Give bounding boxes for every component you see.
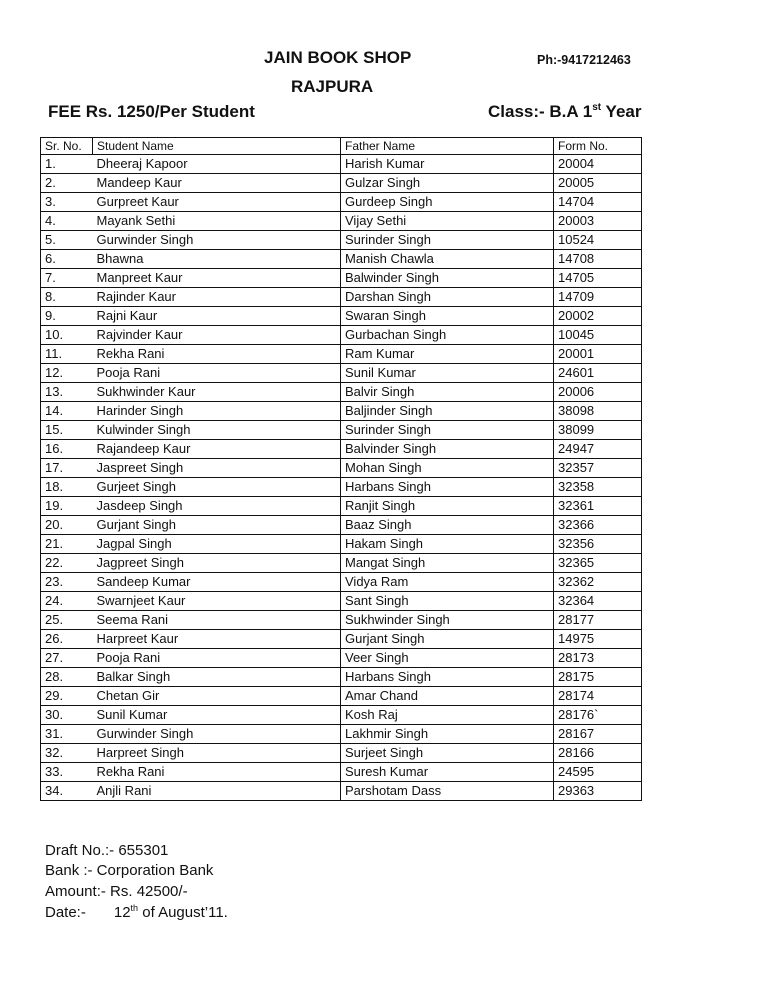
sr-no-cell: 10.	[41, 326, 93, 345]
sr-no-cell: 16.	[41, 440, 93, 459]
student-name-cell: Harpreet Kaur	[93, 630, 341, 649]
table-row	[41, 326, 642, 345]
draft-number: Draft No.:- 655301	[45, 842, 169, 859]
form-no-cell: 24947	[554, 440, 642, 459]
shop-phone: Ph:-9417212463	[537, 53, 631, 67]
student-name-cell: Balkar Singh	[93, 668, 341, 687]
student-name-cell: Seema Rani	[93, 611, 341, 630]
table-row	[41, 155, 642, 174]
sr-no-cell: 28.	[41, 668, 93, 687]
class-prefix: Class:- B.A 1	[488, 102, 593, 121]
table-row	[41, 440, 642, 459]
column-header-sr-no: Sr. No.	[41, 138, 93, 155]
father-name-cell: Gurjant Singh	[341, 630, 554, 649]
column-header-form-no: Form No.	[554, 138, 642, 155]
father-name-cell: Ranjit Singh	[341, 497, 554, 516]
class-suffix: Year	[601, 102, 642, 121]
student-name-cell: Rajvinder Kaur	[93, 326, 341, 345]
father-name-cell: Balvir Singh	[341, 383, 554, 402]
date-rest: of August’11.	[138, 904, 228, 921]
form-no-cell: 32361	[554, 497, 642, 516]
student-name-cell: Swarnjeet Kaur	[93, 592, 341, 611]
father-name-cell: Gurbachan Singh	[341, 326, 554, 345]
student-name-cell: Jagpreet Singh	[93, 554, 341, 573]
father-name-cell: Baaz Singh	[341, 516, 554, 535]
sr-no-cell: 13.	[41, 383, 93, 402]
form-no-cell: 28167	[554, 725, 642, 744]
student-name-cell: Harinder Singh	[93, 402, 341, 421]
table-row	[41, 459, 642, 478]
student-name-cell: Sunil Kumar	[93, 706, 341, 725]
student-name-cell: Manpreet Kaur	[93, 269, 341, 288]
table-row	[41, 630, 642, 649]
sr-no-cell: 18.	[41, 478, 93, 497]
sr-no-cell: 23.	[41, 573, 93, 592]
table-row	[41, 573, 642, 592]
sr-no-cell: 9.	[41, 307, 93, 326]
student-name-cell: Rekha Rani	[93, 345, 341, 364]
father-name-cell: Mangat Singh	[341, 554, 554, 573]
form-no-cell: 14975	[554, 630, 642, 649]
shop-name: JAIN BOOK SHOP	[264, 48, 412, 67]
student-name-cell: Anjli Rani	[93, 782, 341, 801]
father-name-cell: Suresh Kumar	[341, 763, 554, 782]
sr-no-cell: 27.	[41, 649, 93, 668]
father-name-cell: Manish Chawla	[341, 250, 554, 269]
father-name-cell: Sukhwinder Singh	[341, 611, 554, 630]
form-no-cell: 32362	[554, 573, 642, 592]
father-name-cell: Surjeet Singh	[341, 744, 554, 763]
form-no-cell: 20001	[554, 345, 642, 364]
sr-no-cell: 32.	[41, 744, 93, 763]
table-row	[41, 782, 642, 801]
date-label: Date:-	[45, 904, 86, 921]
table-row	[41, 668, 642, 687]
form-no-cell: 14705	[554, 269, 642, 288]
student-name-cell: Pooja Rani	[93, 649, 341, 668]
student-name-cell: Sandeep Kumar	[93, 573, 341, 592]
table-row	[41, 364, 642, 383]
table-row	[41, 231, 642, 250]
table-row	[41, 212, 642, 231]
father-name-cell: Harbans Singh	[341, 668, 554, 687]
form-no-cell: 32365	[554, 554, 642, 573]
sr-no-cell: 2.	[41, 174, 93, 193]
student-name-cell: Jagpal Singh	[93, 535, 341, 554]
sr-no-cell: 8.	[41, 288, 93, 307]
table-row	[41, 535, 642, 554]
table-row	[41, 687, 642, 706]
student-name-cell: Gurpreet Kaur	[93, 193, 341, 212]
form-no-cell: 28177	[554, 611, 642, 630]
sr-no-cell: 31.	[41, 725, 93, 744]
student-name-cell: Gurjeet Singh	[93, 478, 341, 497]
form-no-cell: 20006	[554, 383, 642, 402]
sr-no-cell: 6.	[41, 250, 93, 269]
table-row	[41, 402, 642, 421]
date-day: 12	[113, 904, 131, 921]
sr-no-cell: 20.	[41, 516, 93, 535]
sr-no-cell: 4.	[41, 212, 93, 231]
sr-no-cell: 15.	[41, 421, 93, 440]
student-name-cell: Mandeep Kaur	[93, 174, 341, 193]
student-name-cell: Gurjant Singh	[93, 516, 341, 535]
sr-no-cell: 12.	[41, 364, 93, 383]
table-row	[41, 478, 642, 497]
table-row	[41, 611, 642, 630]
column-header-student-name: Student Name	[93, 138, 341, 155]
student-name-cell: Dheeraj Kapoor	[93, 155, 341, 174]
sr-no-cell: 30.	[41, 706, 93, 725]
student-name-cell: Kulwinder Singh	[93, 421, 341, 440]
student-name-cell: Rekha Rani	[93, 763, 341, 782]
father-name-cell: Parshotam Dass	[341, 782, 554, 801]
form-no-cell: 32366	[554, 516, 642, 535]
form-no-cell: 38098	[554, 402, 642, 421]
bank-name: Bank :- Corporation Bank	[45, 862, 214, 879]
student-name-cell: Rajinder Kaur	[93, 288, 341, 307]
father-name-cell: Sunil Kumar	[341, 364, 554, 383]
father-name-cell: Swaran Singh	[341, 307, 554, 326]
table-row	[41, 269, 642, 288]
student-name-cell: Gurwinder Singh	[93, 725, 341, 744]
table-row	[41, 497, 642, 516]
table-row	[41, 174, 642, 193]
student-name-cell: Pooja Rani	[93, 364, 341, 383]
sr-no-cell: 11.	[41, 345, 93, 364]
form-no-cell: 29363	[554, 782, 642, 801]
sr-no-cell: 33.	[41, 763, 93, 782]
student-name-cell: Jasdeep Singh	[93, 497, 341, 516]
form-no-cell: 28166	[554, 744, 642, 763]
table-row	[41, 744, 642, 763]
table-row	[41, 345, 642, 364]
father-name-cell: Harish Kumar	[341, 155, 554, 174]
sr-no-cell: 3.	[41, 193, 93, 212]
table-row	[41, 725, 642, 744]
father-name-cell: Amar Chand	[341, 687, 554, 706]
fee-line: FEE Rs. 1250/Per Student	[48, 102, 255, 121]
form-no-cell: 14709	[554, 288, 642, 307]
form-no-cell: 32356	[554, 535, 642, 554]
student-name-cell: Sukhwinder Kaur	[93, 383, 341, 402]
form-no-cell: 28175	[554, 668, 642, 687]
student-name-cell: Gurwinder Singh	[93, 231, 341, 250]
class-line	[488, 102, 641, 122]
table-row	[41, 706, 642, 725]
table-row	[41, 516, 642, 535]
sr-no-cell: 24.	[41, 592, 93, 611]
form-no-cell: 20005	[554, 174, 642, 193]
sr-no-cell: 25.	[41, 611, 93, 630]
father-name-cell: Ram Kumar	[341, 345, 554, 364]
form-no-cell: 28173	[554, 649, 642, 668]
form-no-cell: 14704	[554, 193, 642, 212]
student-name-cell: Jaspreet Singh	[93, 459, 341, 478]
form-no-cell: 24595	[554, 763, 642, 782]
sr-no-cell: 5.	[41, 231, 93, 250]
form-no-cell: 20002	[554, 307, 642, 326]
form-no-cell: 10045	[554, 326, 642, 345]
father-name-cell: Gurdeep Singh	[341, 193, 554, 212]
form-no-cell: 28174	[554, 687, 642, 706]
sr-no-cell: 14.	[41, 402, 93, 421]
father-name-cell: Balwinder Singh	[341, 269, 554, 288]
table-row	[41, 554, 642, 573]
form-no-cell: 14708	[554, 250, 642, 269]
father-name-cell: Surinder Singh	[341, 421, 554, 440]
date-superscript: th	[130, 903, 139, 913]
father-name-cell: Gulzar Singh	[341, 174, 554, 193]
father-name-cell: Vidya Ram	[341, 573, 554, 592]
sr-no-cell: 29.	[41, 687, 93, 706]
form-no-cell: 32357	[554, 459, 642, 478]
table-row	[41, 592, 642, 611]
table-row	[41, 421, 642, 440]
column-header-father-name: Father Name	[341, 138, 554, 155]
father-name-cell: Baljinder Singh	[341, 402, 554, 421]
table-row	[41, 193, 642, 212]
sr-no-cell: 22.	[41, 554, 93, 573]
father-name-cell: Surinder Singh	[341, 231, 554, 250]
sr-no-cell: 34.	[41, 782, 93, 801]
table-row	[41, 288, 642, 307]
sr-no-cell: 17.	[41, 459, 93, 478]
date-line	[45, 904, 228, 921]
student-name-cell: Mayank Sethi	[93, 212, 341, 231]
father-name-cell: Vijay Sethi	[341, 212, 554, 231]
table-header-row	[41, 138, 642, 155]
class-superscript: st	[592, 102, 602, 113]
table-row	[41, 649, 642, 668]
amount: Amount:- Rs. 42500/-	[45, 883, 188, 900]
father-name-cell: Lakhmir Singh	[341, 725, 554, 744]
table-row	[41, 383, 642, 402]
father-name-cell: Balvinder Singh	[341, 440, 554, 459]
form-no-cell: 38099	[554, 421, 642, 440]
student-name-cell: Rajni Kaur	[93, 307, 341, 326]
father-name-cell: Sant Singh	[341, 592, 554, 611]
table-row	[41, 250, 642, 269]
father-name-cell: Kosh Raj	[341, 706, 554, 725]
form-no-cell: 20004	[554, 155, 642, 174]
student-name-cell: Chetan Gir	[93, 687, 341, 706]
student-name-cell: Bhawna	[93, 250, 341, 269]
sr-no-cell: 1.	[41, 155, 93, 174]
form-no-cell: 24601	[554, 364, 642, 383]
form-no-cell: 20003	[554, 212, 642, 231]
table-row	[41, 763, 642, 782]
form-no-cell: 32364	[554, 592, 642, 611]
sr-no-cell: 7.	[41, 269, 93, 288]
father-name-cell: Harbans Singh	[341, 478, 554, 497]
sr-no-cell: 19.	[41, 497, 93, 516]
sr-no-cell: 26.	[41, 630, 93, 649]
father-name-cell: Darshan Singh	[341, 288, 554, 307]
student-table	[40, 137, 642, 801]
table-row	[41, 307, 642, 326]
form-no-cell: 28176`	[554, 706, 642, 725]
father-name-cell: Mohan Singh	[341, 459, 554, 478]
form-no-cell: 32358	[554, 478, 642, 497]
father-name-cell: Veer Singh	[341, 649, 554, 668]
shop-city: RAJPURA	[291, 77, 374, 96]
student-name-cell: Harpreet Singh	[93, 744, 341, 763]
form-no-cell: 10524	[554, 231, 642, 250]
sr-no-cell: 21.	[41, 535, 93, 554]
student-name-cell: Rajandeep Kaur	[93, 440, 341, 459]
father-name-cell: Hakam Singh	[341, 535, 554, 554]
